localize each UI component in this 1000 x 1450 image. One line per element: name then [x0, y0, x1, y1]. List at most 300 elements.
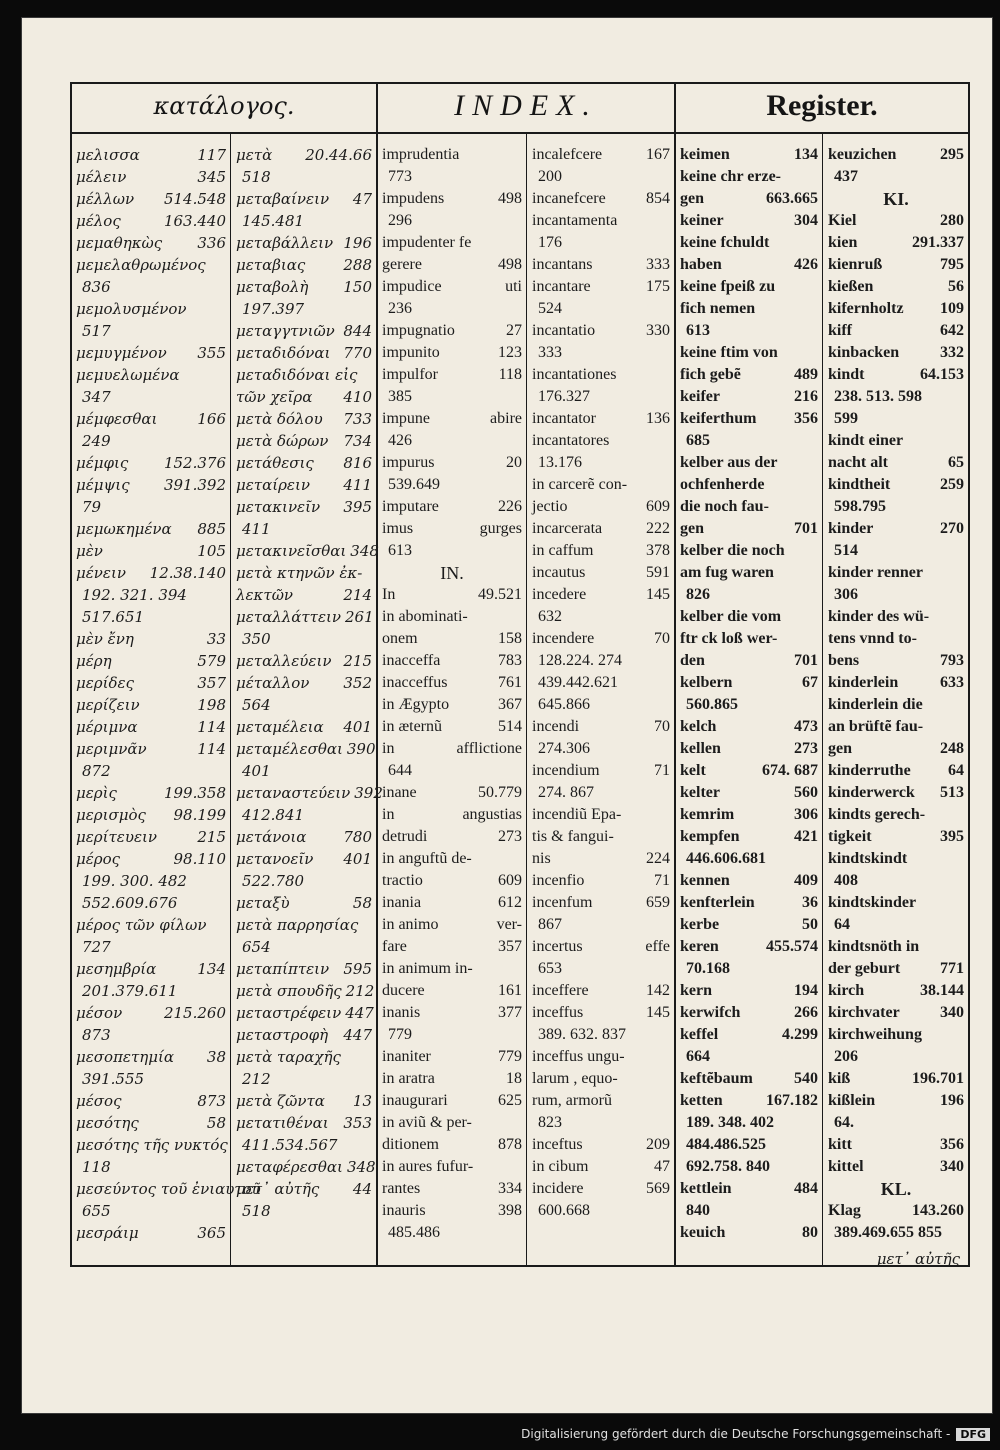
index-term: μετάνοια	[236, 828, 307, 846]
index-entry	[532, 760, 670, 782]
index-pages: 166	[197, 410, 226, 428]
index-pages: 352	[343, 674, 372, 692]
index-pages: 167.182	[766, 1092, 818, 1109]
index-continuation: 274.306	[538, 740, 590, 757]
index-term: μεριμνᾶν	[76, 740, 147, 758]
index-term: kittel	[828, 1158, 864, 1175]
index-entry	[828, 518, 964, 540]
index-entry	[76, 628, 226, 650]
dfg-logo: DFG	[956, 1428, 990, 1441]
index-entry	[382, 628, 522, 650]
index-term: kirch	[828, 982, 865, 999]
index-continuation: 189. 348. 402	[686, 1114, 774, 1131]
index-term: impulfor	[382, 366, 438, 383]
index-term: ftr ck loß wer-	[680, 630, 778, 647]
index-continuation: 197.397	[242, 300, 305, 318]
index-pages: 226	[498, 498, 522, 515]
index-entry	[382, 606, 522, 628]
index-term: in Ægypto	[382, 696, 450, 713]
index-term: kiff	[828, 322, 852, 339]
index-continuation: 518	[242, 1202, 271, 1220]
index-term: in cibum	[532, 1158, 589, 1175]
index-term: in æternũ	[382, 718, 442, 735]
index-pages: 783	[498, 652, 522, 669]
index-pages: 199.358	[163, 784, 226, 802]
index-continuation: 518	[242, 168, 271, 186]
index-continuation: 347	[82, 388, 111, 406]
index-continuation: 333	[538, 344, 562, 361]
index-pages: 12.38.140	[149, 564, 226, 582]
index-pages: 215	[343, 652, 372, 670]
index-pages: 330	[646, 322, 670, 339]
index-term: μεμελαθρωμένος	[76, 256, 206, 274]
index-term: keffel	[680, 1026, 719, 1043]
index-entry	[382, 782, 522, 804]
index-continuation: 70.168	[686, 960, 730, 977]
index-term: μεταδιδόναι εἰς	[236, 366, 358, 384]
index-continuation: 306	[834, 586, 858, 603]
index-pages: 266	[794, 1004, 818, 1021]
index-continuation: 401	[242, 762, 271, 780]
index-entry	[382, 672, 522, 694]
index-pages: 734	[343, 432, 372, 450]
index-continuation: 600.668	[538, 1202, 590, 1219]
index-continuation: 296	[388, 212, 412, 229]
index-entry	[236, 232, 372, 254]
index-entry	[76, 1046, 226, 1068]
index-continuation: 199. 300. 482	[82, 872, 187, 890]
index-entry	[382, 584, 522, 606]
index-pages: 340	[940, 1158, 964, 1175]
index-term: Klag	[828, 1202, 861, 1219]
index-pages: 816	[343, 454, 372, 472]
index-pages: effe	[645, 938, 670, 955]
index-term: μετακινεῖν	[236, 498, 321, 516]
index-entry	[76, 364, 226, 386]
index-term: inceffere	[532, 982, 589, 999]
index-term: kinder renner	[828, 564, 923, 581]
top-rule	[70, 82, 970, 84]
index-term: inauris	[382, 1202, 426, 1219]
index-pages: afflictione	[456, 740, 522, 757]
index-entry	[236, 320, 372, 342]
index-entry	[680, 474, 818, 496]
index-pages: 659	[646, 894, 670, 911]
index-term: kindtsnöth in	[828, 938, 920, 955]
index-continuation: 632	[538, 608, 562, 625]
index-pages: 163.440	[163, 212, 226, 230]
index-term: kerwifch	[680, 1004, 741, 1021]
index-term: τῶν χεῖρα	[236, 388, 313, 406]
index-term: μέσον	[76, 1004, 123, 1022]
index-continuation: 385	[388, 388, 412, 405]
index-term: μεσότης	[76, 1114, 139, 1132]
index-pages: 306	[794, 806, 818, 823]
index-entry	[236, 1178, 372, 1200]
index-entry	[382, 1090, 522, 1112]
index-entry	[236, 606, 372, 628]
index-pages: 123	[498, 344, 522, 361]
index-pages: 395	[343, 498, 372, 516]
index-pages: 498	[498, 190, 522, 207]
index-entry	[828, 1134, 964, 1156]
index-entry	[532, 496, 670, 518]
index-entry	[382, 1068, 522, 1090]
index-term: μὲν ἔνη	[76, 630, 134, 648]
index-pages: 65	[948, 454, 964, 471]
index-entry	[828, 276, 964, 298]
index-term: tractio	[382, 872, 423, 889]
index-entry	[382, 716, 522, 738]
index-entry	[236, 144, 372, 166]
index-entry	[532, 628, 670, 650]
index-entry	[382, 804, 522, 826]
index-entry	[236, 386, 372, 408]
index-pages: 196.701	[912, 1070, 964, 1087]
index-continuation: 446.606.681	[686, 850, 766, 867]
index-pages: 64	[948, 762, 964, 779]
index-entry	[236, 562, 372, 584]
index-pages: 216	[794, 388, 818, 405]
index-pages: 514	[498, 718, 522, 735]
index-term: keine fchuldt	[680, 234, 770, 251]
index-entry	[680, 386, 818, 408]
index-letter-heading	[828, 1178, 964, 1200]
index-entry	[382, 320, 522, 342]
index-pages: 152.376	[163, 454, 226, 472]
index-entry	[76, 650, 226, 672]
index-entry	[76, 474, 226, 496]
index-term: gen	[680, 520, 704, 537]
index-pages: 214	[343, 586, 372, 604]
index-term: kinderlein	[828, 674, 899, 691]
index-entry	[382, 1178, 522, 1200]
index-entry	[680, 1222, 818, 1244]
index-term: ketten	[680, 1092, 723, 1109]
index-entry	[76, 210, 226, 232]
german-column-1	[680, 144, 818, 1264]
index-continuation: 654	[242, 938, 271, 956]
index-pages: 70	[654, 718, 670, 735]
index-pages: 67	[802, 674, 818, 691]
index-entry	[532, 1134, 670, 1156]
index-term: kirchvater	[828, 1004, 900, 1021]
index-pages: 49.521	[478, 586, 522, 603]
index-pages: 98.110	[173, 850, 226, 868]
index-term: in animum in-	[382, 960, 473, 977]
index-entry	[382, 650, 522, 672]
index-term: μεταλλάττειν	[236, 608, 342, 626]
index-term: kifernholtz	[828, 300, 904, 317]
index-term: keiferthum	[680, 410, 757, 427]
index-continuation: 517	[82, 322, 111, 340]
index-continuation: 426	[388, 432, 412, 449]
index-entry	[382, 958, 522, 980]
index-term: μετατιθέναι	[236, 1114, 329, 1132]
index-entry	[382, 342, 522, 364]
index-entry	[828, 672, 964, 694]
index-pages: 357	[197, 674, 226, 692]
index-term: incedere	[532, 586, 587, 603]
index-pages: 273	[794, 740, 818, 757]
index-term: keren	[680, 938, 719, 955]
index-entry	[680, 298, 818, 320]
index-pages: 348	[346, 1158, 376, 1176]
index-continuation: 836	[82, 278, 111, 296]
index-term: μεταδιδόναι	[236, 344, 331, 362]
index-entry	[236, 1002, 372, 1024]
index-term: μεμαθηκὼς	[76, 234, 163, 252]
index-pages: 398	[498, 1202, 522, 1219]
index-term: inaniter	[382, 1048, 431, 1065]
index-entry	[828, 254, 964, 276]
index-term: In	[382, 586, 396, 603]
index-entry	[532, 584, 670, 606]
index-pages: ver-	[496, 916, 522, 933]
index-pages: 733	[343, 410, 372, 428]
index-entry	[680, 716, 818, 738]
index-entry	[680, 628, 818, 650]
index-entry	[236, 364, 372, 386]
index-term: kießen	[828, 278, 874, 295]
index-term: kinder	[828, 520, 874, 537]
index-term: μένειν	[76, 564, 126, 582]
index-entry	[532, 540, 670, 562]
section-divider-1	[376, 82, 378, 1267]
header-rule	[70, 132, 970, 134]
index-term: fare	[382, 938, 407, 955]
index-entry	[828, 1156, 964, 1178]
index-pages: 295	[940, 146, 964, 163]
index-term: μερίζειν	[76, 696, 140, 714]
index-term: incenfio	[532, 872, 585, 889]
index-entry	[828, 1200, 964, 1222]
index-pages: 98.199	[173, 806, 226, 824]
index-term: incanefcere	[532, 190, 606, 207]
index-term: jectio	[532, 498, 568, 515]
index-entry	[532, 826, 670, 848]
index-continuation: 238. 513. 598	[834, 388, 922, 405]
index-continuation: 514	[834, 542, 858, 559]
index-pages: 198	[197, 696, 226, 714]
index-entry	[680, 210, 818, 232]
index-term: kinder des wü-	[828, 608, 930, 625]
index-entry	[680, 452, 818, 474]
index-term: in animo	[382, 916, 439, 933]
index-term: μετανοεῖν	[236, 850, 314, 868]
index-continuation: 408	[834, 872, 858, 889]
index-term: kien	[828, 234, 858, 251]
index-pages: 56	[948, 278, 964, 295]
index-pages: 158	[498, 630, 522, 647]
index-entry	[236, 496, 372, 518]
index-pages: 143.260	[912, 1202, 964, 1219]
index-entry	[680, 1002, 818, 1024]
index-term: IN.	[440, 563, 464, 583]
index-term: μεταστροφὴ	[236, 1026, 329, 1044]
index-term: gen	[680, 190, 704, 207]
index-term: μελισσα	[76, 146, 140, 164]
index-term: kindt	[828, 366, 865, 383]
index-entry	[76, 1112, 226, 1134]
index-term: μεταπίπτειν	[236, 960, 330, 978]
index-entry	[76, 694, 226, 716]
bottom-rule	[70, 1265, 970, 1267]
index-pages: 540	[794, 1070, 818, 1087]
index-term: impudice	[382, 278, 442, 295]
index-entry	[680, 826, 818, 848]
index-pages: 401	[343, 850, 372, 868]
index-pages: 340	[940, 1004, 964, 1021]
index-term: kelt	[680, 762, 706, 779]
index-pages: 395	[940, 828, 964, 845]
index-continuation: 539.649	[388, 476, 440, 493]
index-entry	[680, 738, 818, 760]
index-pages: 333	[646, 256, 670, 273]
index-term: μέσος	[76, 1092, 122, 1110]
index-pages: abire	[490, 410, 522, 427]
index-pages: 47	[352, 190, 372, 208]
index-continuation: 692.758. 840	[686, 1158, 770, 1175]
index-letter-heading	[382, 562, 522, 584]
index-continuation: 391.555	[82, 1070, 145, 1088]
index-term: μεταβάλλειν	[236, 234, 334, 252]
index-pages: 288	[343, 256, 372, 274]
index-term: kindts gerech-	[828, 806, 926, 823]
index-term: μὲν	[76, 542, 103, 560]
index-entry	[680, 1068, 818, 1090]
index-pages: 401	[343, 718, 372, 736]
index-term: μεταβολὴ	[236, 278, 309, 296]
index-entry	[532, 1002, 670, 1024]
index-pages: 595	[343, 960, 372, 978]
index-term: in aviũ & per-	[382, 1114, 472, 1131]
index-term: inacceffus	[382, 674, 448, 691]
index-pages: 365	[197, 1224, 226, 1242]
index-entry	[236, 342, 372, 364]
column-divider-d	[822, 134, 823, 1265]
index-continuation: 13.176	[538, 454, 582, 471]
index-continuation: 727	[82, 938, 111, 956]
index-entry	[382, 1112, 522, 1134]
index-pages: 473	[794, 718, 818, 735]
index-term: in	[382, 740, 395, 757]
index-term: am fug waren	[680, 564, 774, 581]
index-term: inceffus ungu-	[532, 1048, 625, 1065]
index-continuation: 517.651	[82, 608, 145, 626]
left-border	[70, 82, 72, 1267]
index-entry	[382, 1156, 522, 1178]
index-pages: 38	[206, 1048, 226, 1066]
index-entry	[532, 980, 670, 1002]
index-pages: 304	[794, 212, 818, 229]
index-pages: 80	[802, 1224, 818, 1241]
index-entry	[76, 232, 226, 254]
index-continuation: 200	[538, 168, 562, 185]
index-term: μεμωκημένα	[76, 520, 172, 538]
german-column-2	[828, 144, 964, 1264]
index-entry	[532, 562, 670, 584]
index-continuation: 411	[242, 520, 271, 538]
index-term: μεταφέρεσθαι	[236, 1158, 343, 1176]
index-term: inceftus	[532, 1136, 583, 1153]
index-entry	[76, 914, 226, 936]
index-term: μεμυελωμένα	[76, 366, 180, 384]
index-term: nis	[532, 850, 551, 867]
index-term: incendi	[532, 718, 580, 735]
index-pages: 378	[646, 542, 670, 559]
index-continuation: 840	[686, 1202, 710, 1219]
index-entry	[382, 826, 522, 848]
index-pages: 455.574	[766, 938, 818, 955]
index-entry	[236, 452, 372, 474]
index-entry	[76, 166, 226, 188]
index-pages: 47	[654, 1158, 670, 1175]
index-pages: 612	[498, 894, 522, 911]
index-entry	[532, 716, 670, 738]
index-term: bens	[828, 652, 860, 669]
index-continuation: 437	[834, 168, 858, 185]
index-entry	[680, 496, 818, 518]
index-pages: 4.299	[782, 1026, 818, 1043]
index-term: incantationes	[532, 366, 617, 383]
index-term: incendere	[532, 630, 595, 647]
index-entry	[76, 342, 226, 364]
index-entry	[532, 254, 670, 276]
index-term: inanis	[382, 1004, 421, 1021]
index-term: der geburt	[828, 960, 901, 977]
index-entry	[382, 1134, 522, 1156]
index-entry	[828, 980, 964, 1002]
index-entry	[236, 1046, 372, 1068]
index-term: kirchweihung	[828, 1026, 922, 1043]
index-entry	[532, 1068, 670, 1090]
index-term: μεταλλεύειν	[236, 652, 332, 670]
index-term: impune	[382, 410, 430, 427]
index-pages: 409	[794, 872, 818, 889]
index-term: μεταστρέφειν	[236, 1004, 342, 1022]
index-pages: 13	[352, 1092, 372, 1110]
index-entry	[828, 848, 964, 870]
index-entry	[828, 760, 964, 782]
index-pages: 27	[506, 322, 522, 339]
index-term: in	[382, 806, 395, 823]
index-term: kitt	[828, 1136, 852, 1153]
index-term: inaugurari	[382, 1092, 448, 1109]
index-entry	[680, 254, 818, 276]
index-pages: 280	[940, 212, 964, 229]
index-pages: 105	[197, 542, 226, 560]
index-entry	[828, 936, 964, 958]
index-pages: 114	[197, 740, 226, 758]
index-pages: 50.779	[478, 784, 522, 801]
index-entry	[382, 1002, 522, 1024]
index-pages: 109	[940, 300, 964, 317]
index-term: μέλλων	[76, 190, 135, 208]
index-term: kemrim	[680, 806, 735, 823]
index-continuation: 389. 632. 837	[538, 1026, 626, 1043]
index-term: die noch fau-	[680, 498, 769, 515]
index-entry	[236, 848, 372, 870]
index-entry	[680, 1024, 818, 1046]
index-entry	[828, 694, 964, 716]
index-entry	[236, 1090, 372, 1112]
index-term: μετὰ ταραχῆς	[236, 1048, 341, 1066]
index-continuation: 206	[834, 1048, 858, 1065]
index-term: μέλος	[76, 212, 121, 230]
index-term: μεταμέλεια	[236, 718, 324, 736]
index-entry	[828, 342, 964, 364]
